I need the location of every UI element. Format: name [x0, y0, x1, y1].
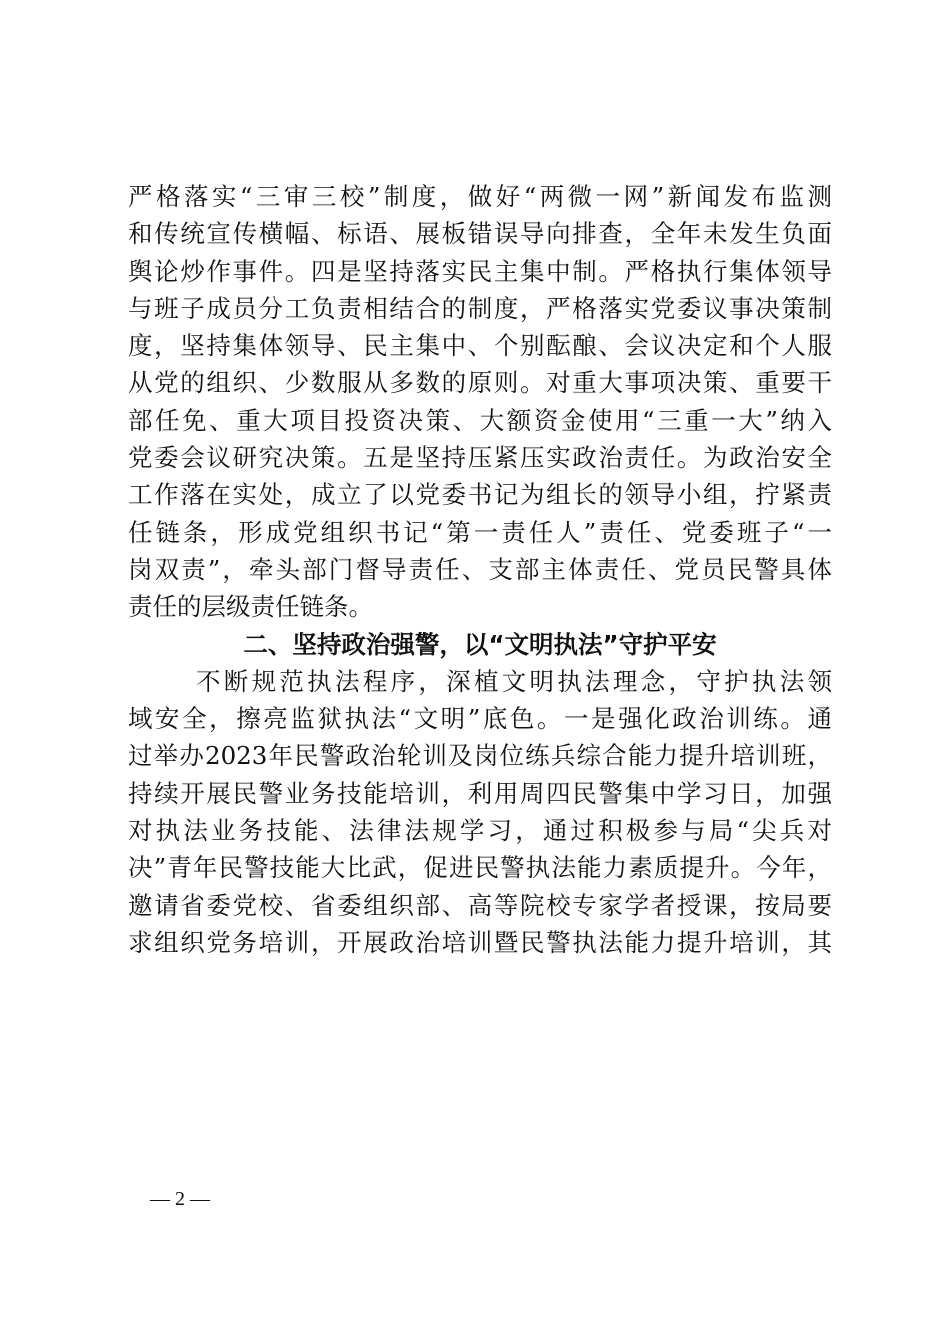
paragraph-line: 决”青年民警技能大比武，促进民警执法能力素质提升。今年，: [128, 853, 832, 883]
paragraph-line: 域安全，擦亮监狱执法“文明”底色。一是强化政治训练。通: [128, 704, 832, 734]
paragraph-line: 工作落在实处，成立了以党委书记为组长的领导小组，拧紧责: [128, 480, 832, 510]
paragraph-line: 度，坚持集体领导、民主集中、个别酝酿、会议决定和个人服: [128, 331, 832, 361]
paragraph-line: 严格落实“三审三校”制度，做好“两微一网”新闻发布监测: [128, 182, 832, 211]
paragraph-line: 持续开展民警业务技能培训，利用周四民警集中学习日，加强: [128, 778, 832, 808]
paragraph-line: 邀请省委党校、省委组织部、高等院校专家学者授课，按局要: [128, 890, 832, 920]
page-number: — 2 —: [150, 1188, 210, 1210]
section-heading: 二、坚持政治强警，以“文明执法”守护平安: [243, 629, 717, 659]
paragraph-line: 责任的层级责任链条。: [128, 592, 373, 622]
paragraph-line: 和传统宣传横幅、标语、展板错误导向排查，全年未发生负面: [128, 219, 832, 249]
paragraph-line: 部任免、重大项目投资决策、大额资金使用“三重一大”纳入: [128, 405, 832, 435]
paragraph-line: 从党的组织、少数服从多数的原则。对重大事项决策、重要干: [128, 368, 832, 398]
paragraph-line: 过举办2023年民警政治轮训及岗位练兵综合能力提升培训班，: [128, 741, 832, 771]
paragraph-line: 不断规范执法程序，深植文明执法理念，守护执法领: [196, 666, 832, 696]
paragraph-line: 与班子成员分工负责相结合的制度，严格落实党委议事决策制: [128, 293, 832, 323]
paragraph-line: 对执法业务技能、法律法规学习，通过积极参与局“尖兵对: [128, 816, 832, 846]
paragraph-line: 任链条，形成党组织书记“第一责任人”责任、党委班子“一: [128, 517, 832, 547]
document-body: [128, 178, 832, 961]
paragraph-line: 岗双责”，牵头部门督导责任、支部主体责任、党员民警具体: [128, 554, 832, 584]
paragraph-line: 求组织党务培训，开展政治培训暨民警执法能力提升培训，其: [128, 927, 832, 957]
paragraph-line: 党委会议研究决策。五是坚持压紧压实政治责任。为政治安全: [128, 443, 832, 473]
paragraph-line: 舆论炒作事件。四是坚持落实民主集中制。严格执行集体领导: [128, 256, 832, 286]
